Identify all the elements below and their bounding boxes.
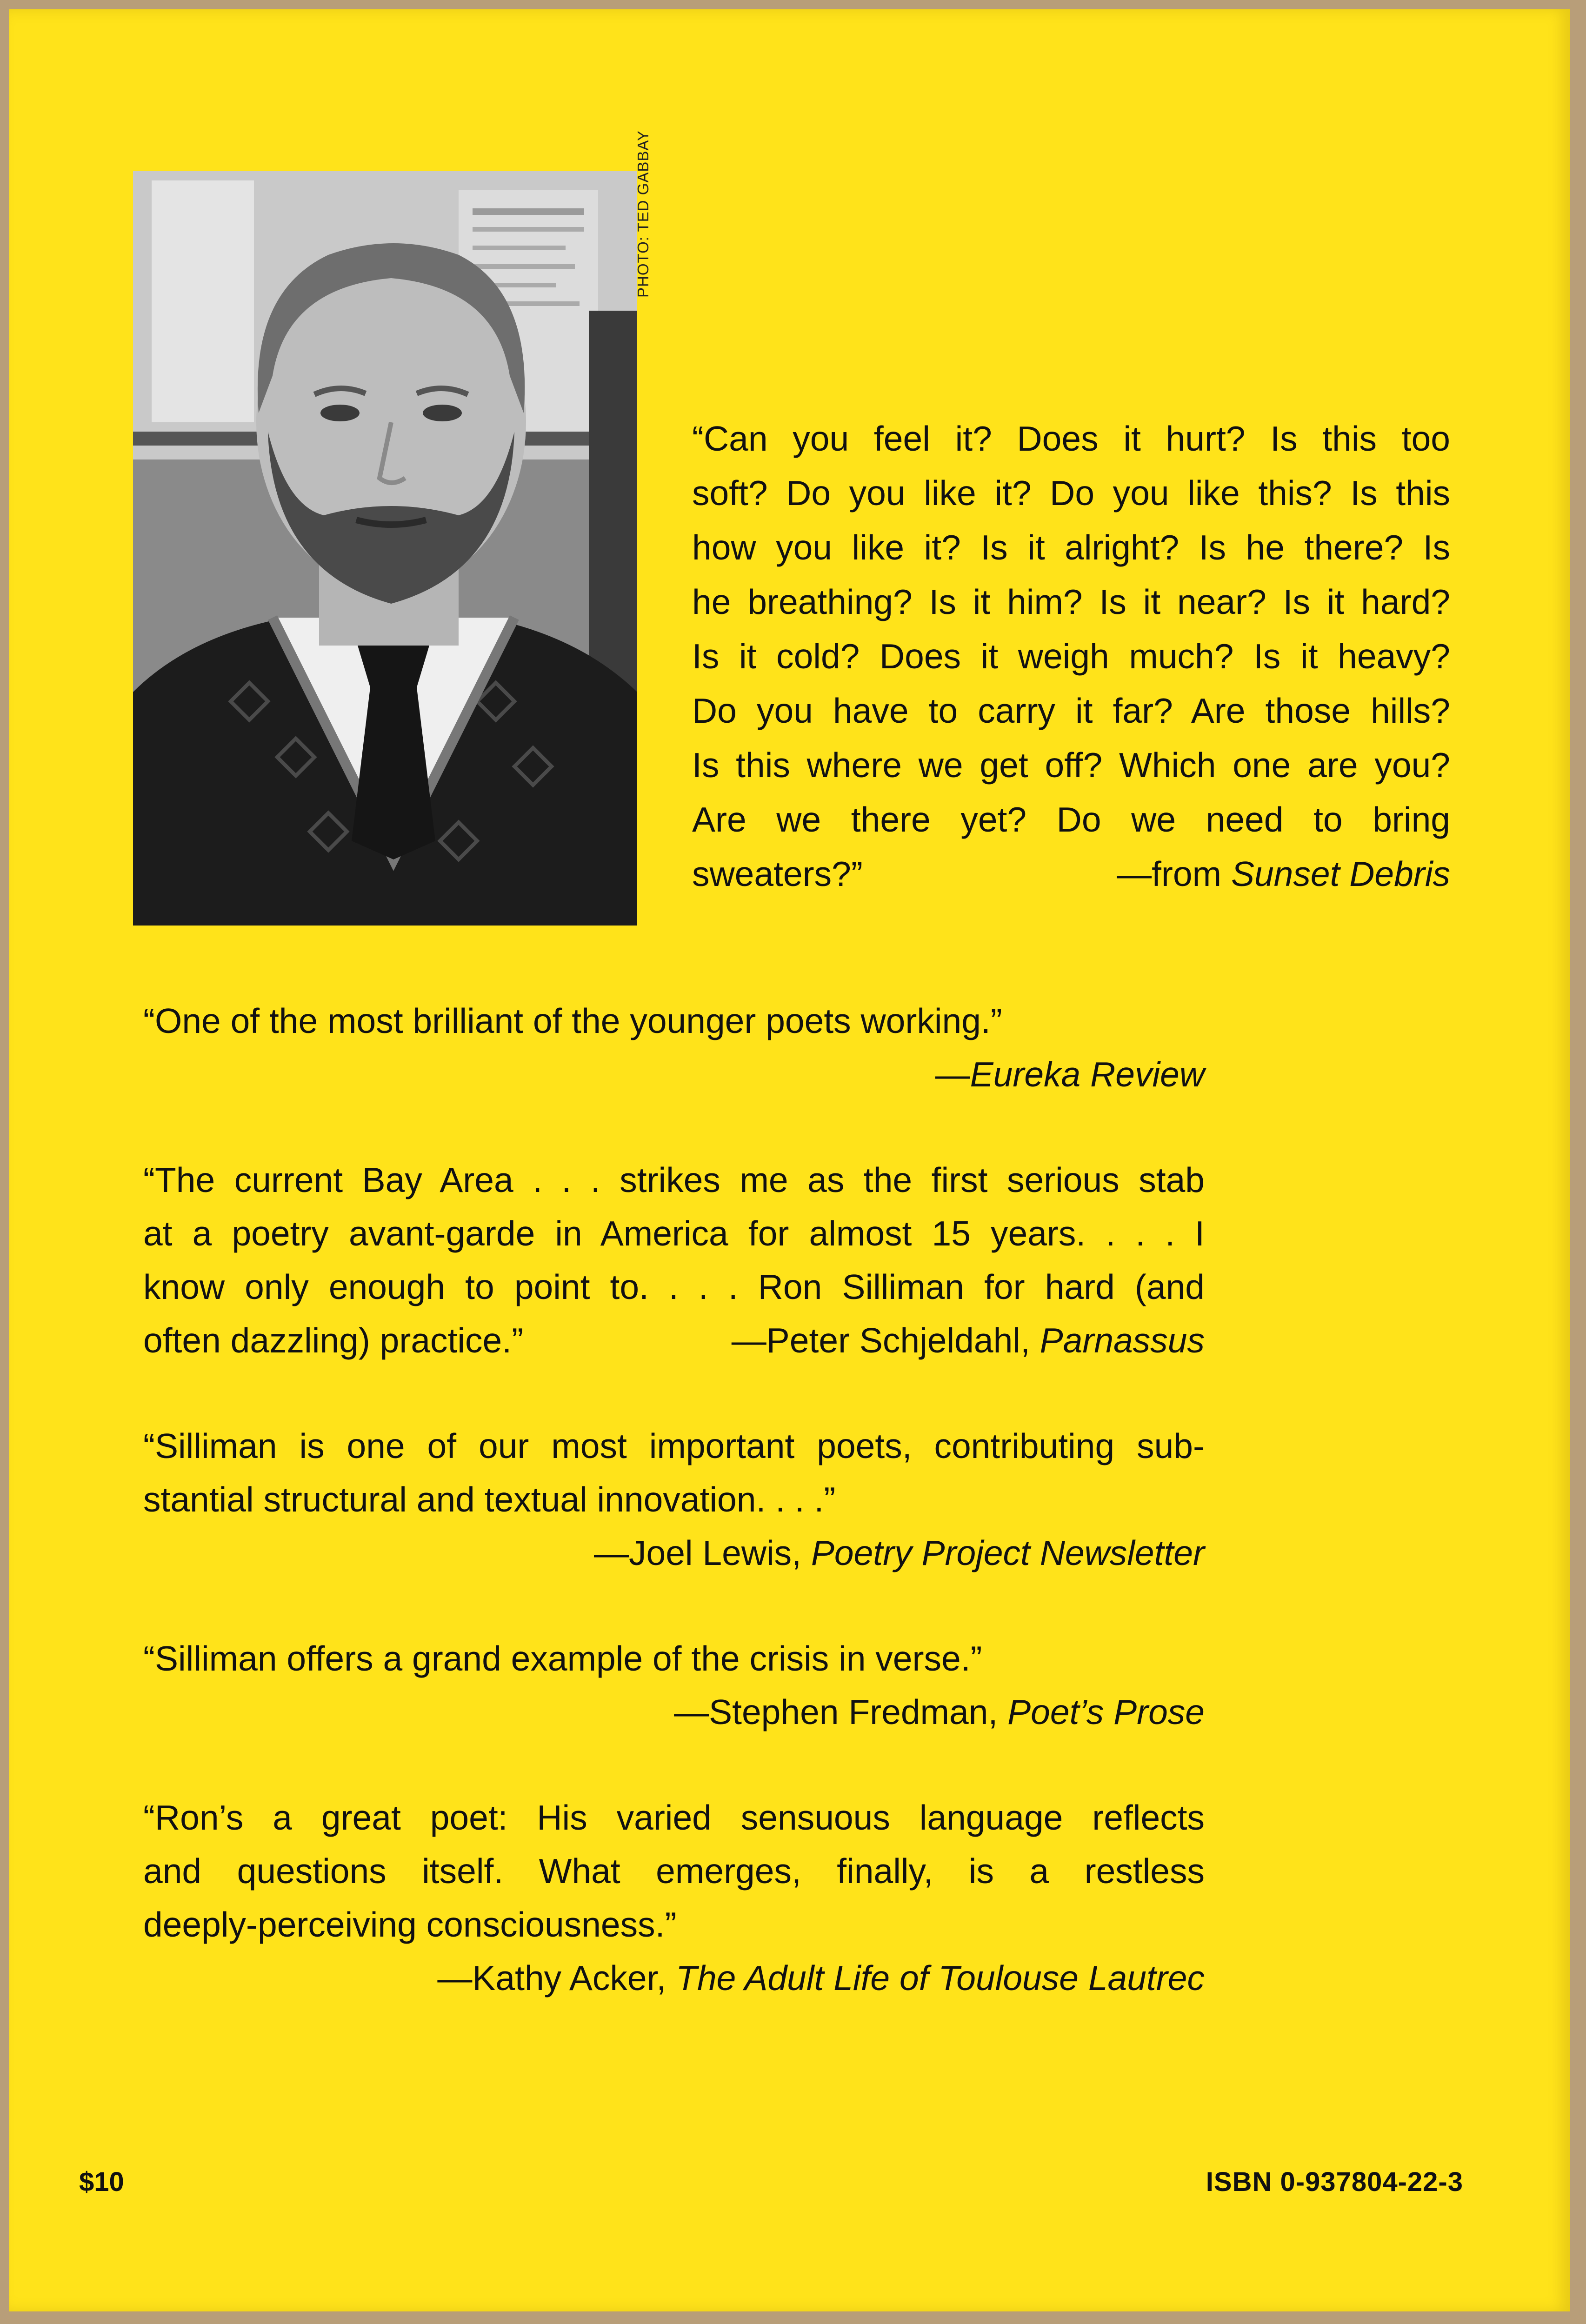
blurb-line: stantial structural and textual innovation. . . .” — [143, 1480, 836, 1519]
isbn-label: ISBN 0-937804-22-3 — [1206, 2167, 1463, 2197]
attribution-prefix: —Joel Lewis, — [594, 1533, 802, 1572]
attribution-prefix: — — [935, 1055, 970, 1094]
attribution-source: Eureka Review — [970, 1055, 1205, 1094]
back-cover — [9, 9, 1570, 2311]
epigraph-line: Do you have to carry it far? Are those hills? — [692, 691, 1450, 730]
blurb-line: “The current Bay Area . . . strikes me as the first serious stab — [143, 1160, 1205, 1199]
attribution-prefix: —Kathy Acker, — [437, 1958, 666, 1998]
blurb-line: “Ron’s a great poet: His varied sensuous language reflects — [143, 1798, 1205, 1837]
blurb-schjeldahl — [143, 1153, 1205, 1367]
epigraph-line: Are we there yet? Do we need to bring — [692, 800, 1450, 839]
attribution-prefix: —Peter Schjeldahl, — [731, 1321, 1030, 1360]
epigraph-source-title: Sunset Debris — [1231, 854, 1450, 893]
attribution-source: The Adult Life of Toulouse Lautrec — [676, 1958, 1205, 1998]
photo-credit-text: PHOTO: TED GABBAY — [634, 130, 652, 298]
review-blurbs — [143, 994, 1205, 2057]
blurb-attribution — [143, 1526, 1205, 1580]
epigraph-line: sweaters?” — [692, 854, 863, 893]
blurb-line: “One of the most brilliant of the younger poets working.” — [143, 1001, 1002, 1040]
epigraph-quote — [692, 412, 1450, 901]
attribution-source: Poet’s Prose — [1007, 1692, 1205, 1731]
epigraph-line: soft? Do you like it? Do you like this? Is this — [692, 473, 1450, 513]
epigraph-line: Is it cold? Does it weigh much? Is it heavy? — [692, 637, 1450, 676]
blurb-line: at a poetry avant-garde in America for almost 15 years. . . . I — [143, 1214, 1205, 1253]
epigraph-last-line — [692, 847, 1450, 901]
blurb-fredman — [143, 1632, 1205, 1739]
attribution-source: Poetry Project Newsletter — [811, 1533, 1205, 1572]
blurb-attribution — [143, 1951, 1205, 2005]
price-label: $10 — [79, 2167, 124, 2197]
author-portrait-image — [133, 171, 637, 926]
blurb-line: and questions itself. What emerges, finally, is a restless — [143, 1851, 1205, 1891]
attribution-prefix: —Stephen Fredman, — [674, 1692, 998, 1731]
author-photo — [133, 171, 637, 926]
blurb-attribution — [732, 1314, 1205, 1367]
blurb-line: deeply-perceiving consciousness.” — [143, 1905, 677, 1944]
blurb-attribution — [143, 1685, 1205, 1739]
epigraph-line: “Can you feel it? Does it hurt? Is this too — [692, 419, 1450, 458]
epigraph-line: he breathing? Is it him? Is it near? Is it hard? — [692, 582, 1450, 621]
blurb-last-line — [143, 1314, 1205, 1367]
blurb-line: often dazzling) practice.” — [143, 1321, 524, 1360]
blurb-line: “Silliman offers a grand example of the crisis in verse.” — [143, 1639, 982, 1678]
epigraph-source-prefix: —from — [1117, 854, 1222, 893]
attribution-source: Parnassus — [1040, 1321, 1205, 1360]
epigraph-line: Is this where we get off? Which one are you? — [692, 746, 1450, 785]
blurb-eureka-review — [143, 994, 1205, 1101]
epigraph-line: how you like it? Is it alright? Is he there? Is — [692, 528, 1450, 567]
blurb-attribution — [143, 1048, 1205, 1101]
blurb-line: “Silliman is one of our most important poets, contributing sub- — [143, 1426, 1205, 1465]
blurb-line: know only enough to point to. . . . Ron Silliman for hard (and — [143, 1267, 1205, 1306]
blurb-acker — [143, 1791, 1205, 2005]
epigraph-source — [1117, 847, 1450, 901]
blurb-lewis — [143, 1419, 1205, 1580]
